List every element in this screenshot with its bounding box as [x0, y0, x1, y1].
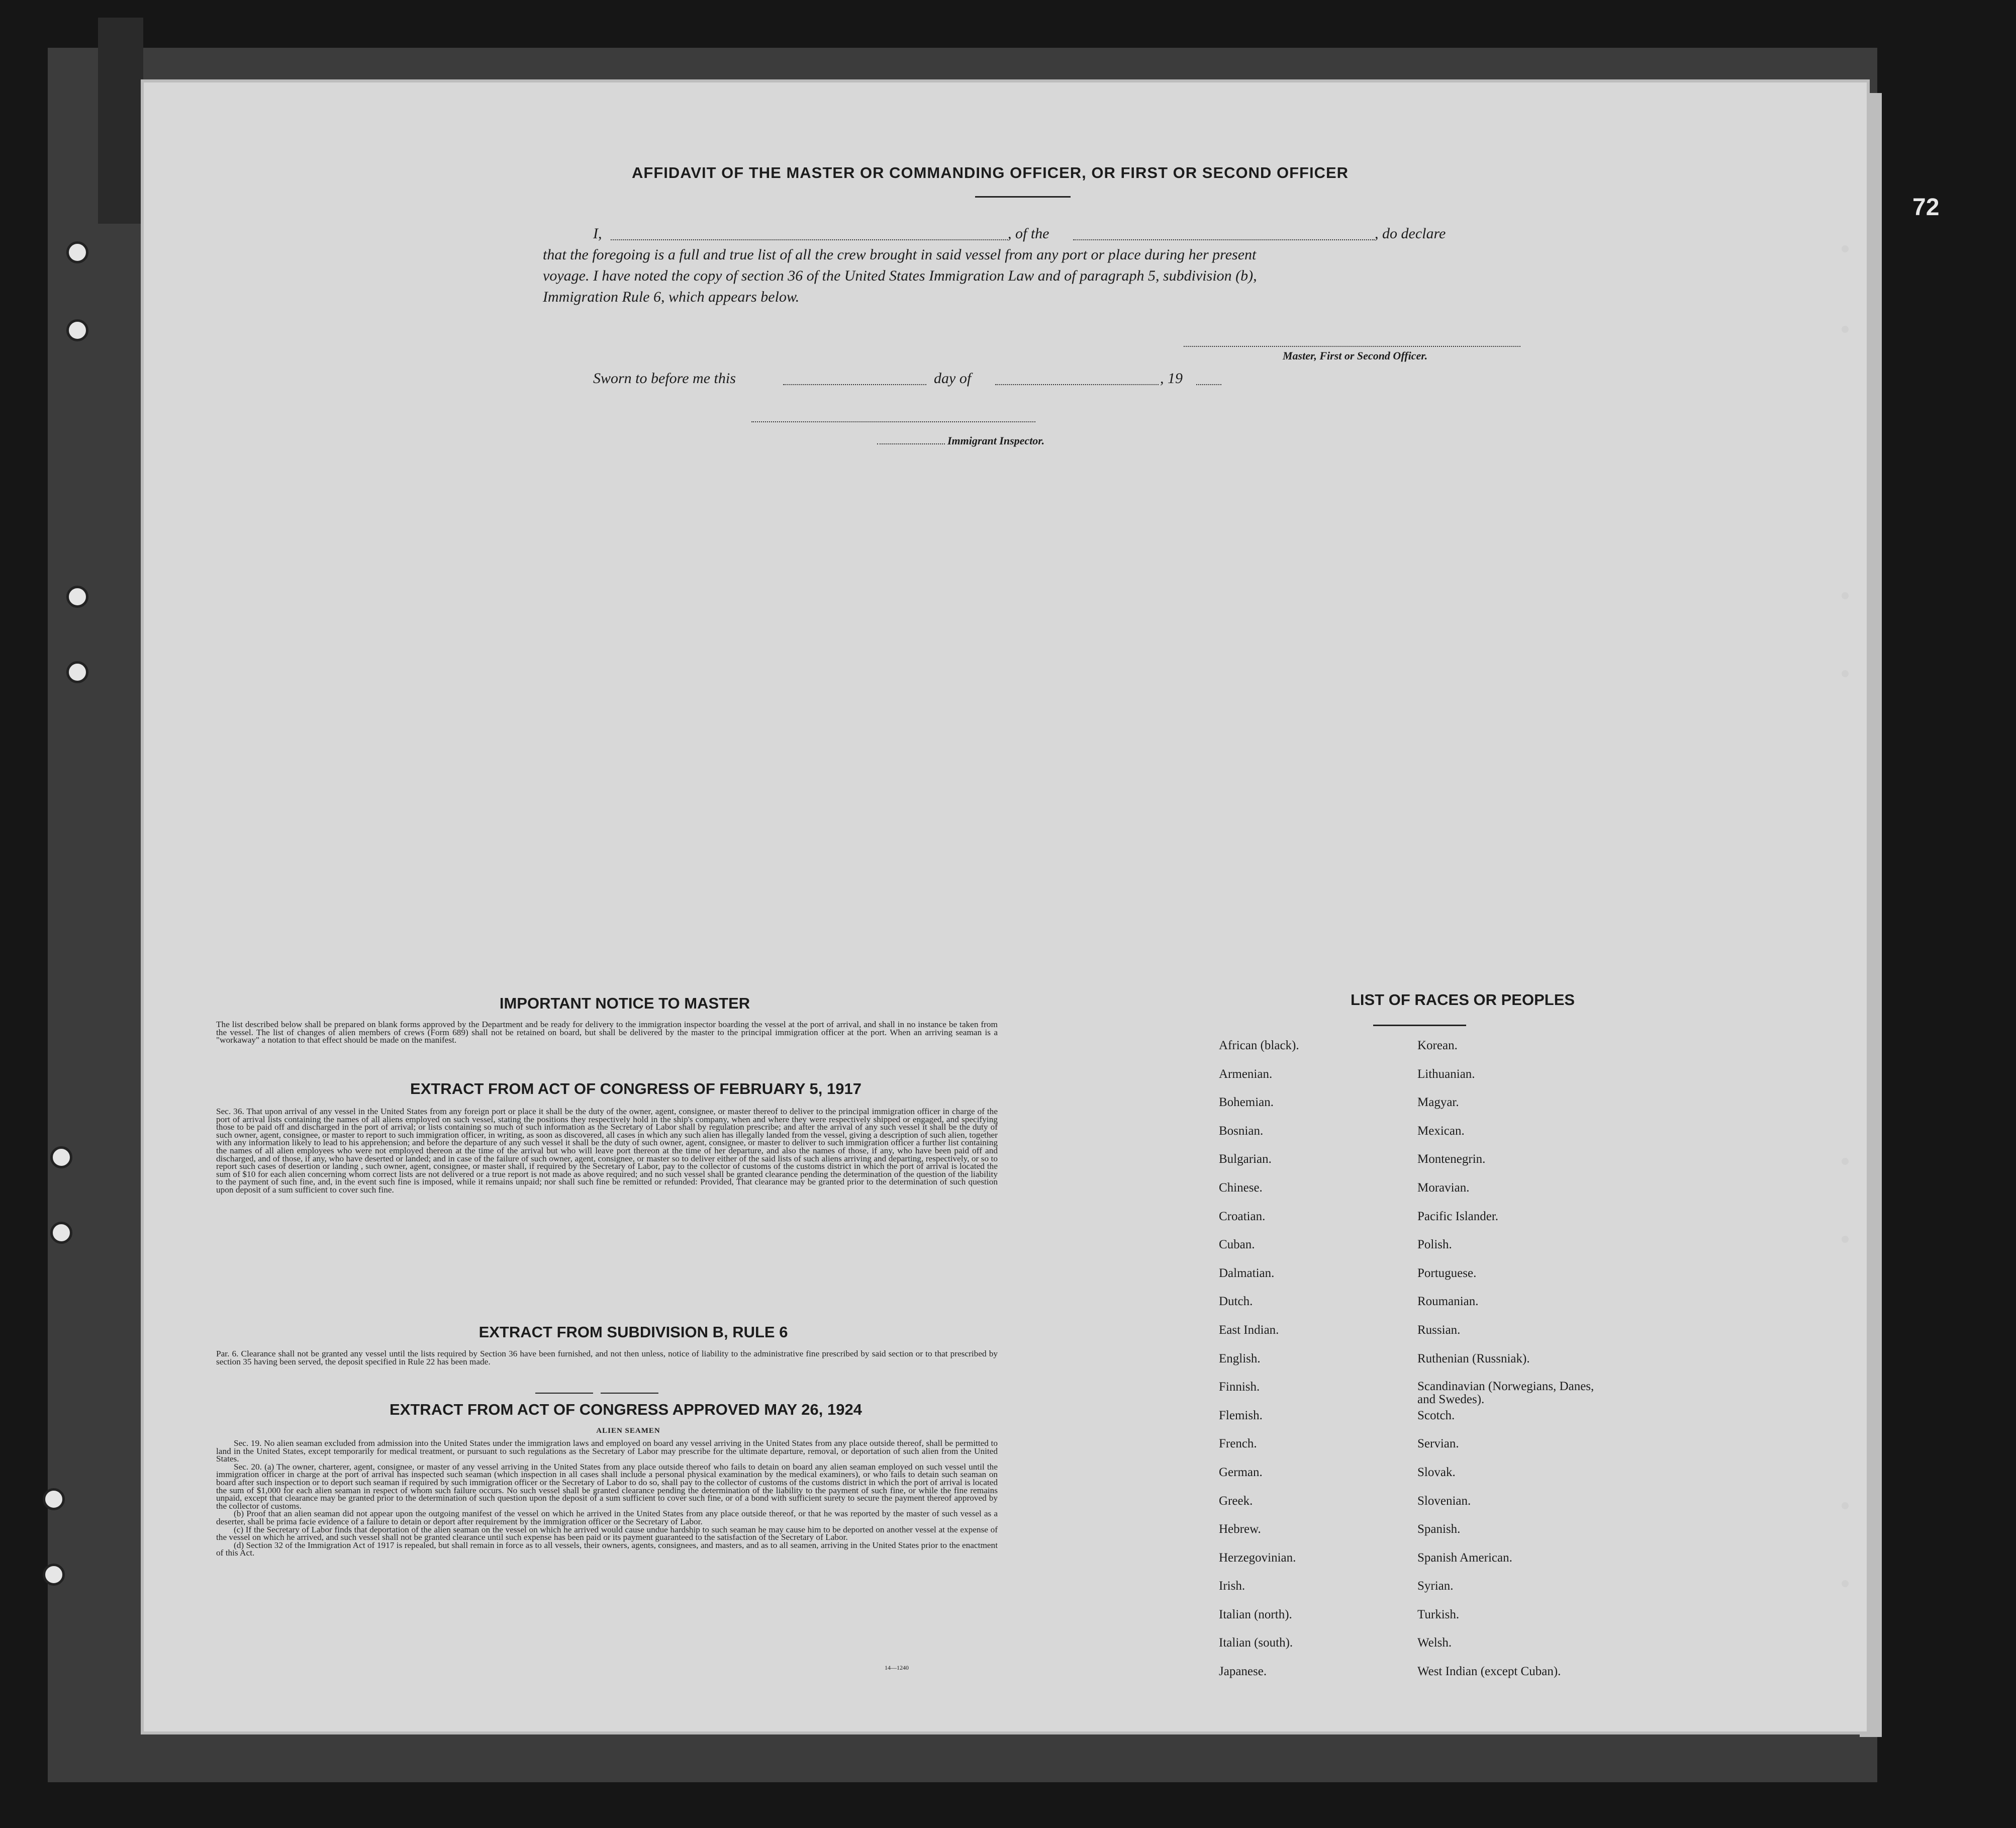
race-item: West Indian (except Cuban).	[1417, 1665, 1561, 1679]
race-item: Lithuanian.	[1417, 1067, 1475, 1081]
binder-hole	[66, 586, 88, 608]
notice-title: IMPORTANT NOTICE TO MASTER	[499, 994, 750, 1012]
race-item: Russian.	[1417, 1323, 1461, 1337]
extract-1924-paragraph: (c) If the Secretary of Labor finds that deportation of the alien seaman on the vessel on which he arrived would cause undue hardship to such seaman he may cause him to be deported on another vessel at the expense of the vessel on which he arrived, and such vessel shall not be granted clearance until such expense has been paid or its payment guaranteed to the satisfaction of the Secretary of Labor.	[216, 1524, 998, 1542]
race-item: Welsh.	[1417, 1636, 1452, 1650]
race-item: Japanese.	[1219, 1665, 1267, 1679]
binder-hole	[66, 319, 88, 341]
race-item: East Indian.	[1219, 1323, 1279, 1337]
race-item: Bulgarian.	[1219, 1152, 1272, 1166]
affidavit-line4: Immigration Rule 6, which appears below.	[543, 289, 800, 305]
affidavit-line2: that the foregoing is a full and true list of all the crew brought in said vessel from any port or place during her present	[543, 246, 1257, 263]
binder-hole	[66, 241, 88, 263]
master-signature-line	[1184, 346, 1520, 347]
binder-hole	[50, 1222, 72, 1244]
races-title: LIST OF RACES OR PEOPLES	[1350, 991, 1575, 1009]
month-blank	[995, 384, 1159, 385]
name-blank	[611, 239, 1008, 240]
race-item: Spanish American.	[1417, 1550, 1512, 1565]
race-item: Hebrew.	[1219, 1522, 1261, 1536]
race-item: Dutch.	[1219, 1295, 1253, 1309]
master-label: Master, First or Second Officer.	[1283, 349, 1428, 362]
extract-1924-paragraph: (b) Proof that an alien seaman did not appear upon the outgoing manifest of the vessel on which he arrived in the United States from any place outside thereof, or that he was reported by the master of such vessel as a deserter, shall be prima facie evidence of a failure to detain or deport after requirement by the immigration officer or the Secretary of Labor.	[216, 1509, 998, 1526]
page-number: 72	[1912, 194, 1940, 221]
extract-1924-title: EXTRACT FROM ACT OF CONGRESS APPROVED MAY 26, 1924	[390, 1401, 862, 1418]
races-title-rule	[1373, 1025, 1466, 1026]
affidavit-do-declare: , do declare	[1375, 225, 1446, 242]
day-of-text: day of	[934, 370, 972, 387]
race-item: Syrian.	[1417, 1579, 1454, 1593]
race-item: Magyar.	[1417, 1095, 1459, 1110]
races-column-2	[1417, 1039, 1608, 1693]
race-item: Spanish.	[1417, 1522, 1461, 1536]
punch-mark	[1842, 1502, 1849, 1509]
form-code: 14—1240	[885, 1664, 909, 1671]
race-item: Bohemian.	[1219, 1095, 1274, 1110]
affidavit-line3: voyage. I have noted the copy of section 36 of the United States Immigration Law and of paragraph 5, subdivision (b),	[543, 267, 1257, 284]
title-rule	[975, 196, 1071, 198]
divider	[535, 1393, 593, 1394]
races-column-1	[1219, 1039, 1299, 1693]
punch-mark	[1842, 245, 1849, 252]
race-item: Korean.	[1417, 1039, 1458, 1052]
race-item: Armenian.	[1219, 1067, 1273, 1081]
punch-mark	[1842, 1236, 1849, 1243]
race-item: Scandinavian (Norwegians, Danes, and Swedes).	[1417, 1380, 1594, 1407]
binder-hole	[66, 661, 88, 683]
extract-1924-body	[216, 1439, 998, 1557]
extract-rule6-title: EXTRACT FROM SUBDIVISION B, RULE 6	[478, 1323, 788, 1341]
year-text: , 19	[1160, 370, 1183, 387]
race-item: Portuguese.	[1417, 1266, 1477, 1280]
race-item: German.	[1219, 1465, 1263, 1479]
form-page	[141, 79, 1870, 1734]
day-blank	[783, 384, 926, 385]
race-item: Roumanian.	[1417, 1295, 1479, 1309]
year-blank	[1196, 384, 1221, 385]
race-item: Servian.	[1417, 1437, 1459, 1451]
punch-mark	[1842, 1158, 1849, 1165]
extract-1924-paragraph: Sec. 19. No alien seaman excluded from admission into the United States under the immigration laws and employed on board any vessel arriving in the United States from any place outside thereof, shall be permitted to land in the United States, except temporarily for medical treatment, or pursuant to such regulations as the Secretary of Labor may prescribe for the ultimate departure, removal, or deportation of such alien from the United States.	[216, 1438, 998, 1464]
race-item: Flemish.	[1219, 1408, 1263, 1422]
race-item: French.	[1219, 1437, 1257, 1451]
race-item: Italian (south).	[1219, 1636, 1293, 1650]
race-item: Turkish.	[1417, 1607, 1460, 1621]
binding-edge	[98, 18, 143, 224]
race-item: Greek.	[1219, 1494, 1253, 1508]
race-item: Polish.	[1417, 1238, 1452, 1252]
race-item: Croatian.	[1219, 1209, 1266, 1223]
race-item: English.	[1219, 1351, 1261, 1365]
race-item: Montenegrin.	[1417, 1152, 1486, 1166]
extract-1924-paragraph: (d) Section 32 of the Immigration Act of 1917 is repealed, but shall remain in force as to all vessels, their owners, agents, consignees, and masters, and as to all seamen, arriving in the United States prior to the enactment of this Act.	[216, 1540, 998, 1558]
race-item: Dalmatian.	[1219, 1266, 1275, 1280]
affidavit-title: AFFIDAVIT OF THE MASTER OR COMMANDING OFFICER, OR FIRST OR SECOND OFFICER	[632, 164, 1349, 181]
notice-text: The list described below shall be prepared on blank forms approved by the Department and be ready for delivery to the immigration inspector boarding the vessel at the port of arrival, and shall in no instance be taken from the vessel. The list of changes of alien members of crews (Form 689) shall not be retained on board, but shall be delivered by the master to the principal immigration officer at the port. When an arriving seaman is a "workaway" a notation to that effect should be made on the manifest.	[216, 1020, 998, 1045]
punch-mark	[1842, 592, 1849, 599]
alien-seamen-subtitle: ALIEN SEAMEN	[596, 1427, 660, 1435]
race-item: Bosnian.	[1219, 1124, 1264, 1138]
race-item: Italian (north).	[1219, 1607, 1292, 1621]
extract-1917-title: EXTRACT FROM ACT OF CONGRESS OF FEBRUARY 5, 1917	[410, 1080, 861, 1098]
race-item: Moravian.	[1417, 1180, 1470, 1195]
race-item: Slovenian.	[1417, 1494, 1471, 1508]
affidavit-of-the: , of the	[1008, 225, 1049, 242]
punch-mark	[1842, 1580, 1849, 1587]
inspector-label: Immigrant Inspector.	[947, 434, 1045, 447]
race-item: Pacific Islander.	[1417, 1209, 1499, 1223]
race-item: Herzegovinian.	[1219, 1550, 1296, 1565]
extract-rule6-text: Par. 6. Clearance shall not be granted any vessel until the lists required by Section 36 have been furnished, and not then unless, notice of liability to the administrative fine prescribed by said section or to that prescribed by section 35 having been served, the deposit specified in Rule 22 has been made.	[216, 1349, 998, 1366]
race-item: Irish.	[1219, 1579, 1245, 1593]
race-item: Chinese.	[1219, 1180, 1263, 1195]
sworn-text: Sworn to before me this	[593, 370, 736, 387]
race-item: Scotch.	[1417, 1408, 1455, 1422]
binder-hole	[43, 1564, 65, 1586]
divider	[601, 1393, 658, 1394]
race-item: Finnish.	[1219, 1380, 1260, 1394]
binder-hole	[50, 1146, 72, 1168]
race-item: African (black).	[1219, 1039, 1299, 1052]
race-item: Ruthenian (Russniak).	[1417, 1351, 1530, 1365]
race-item: Mexican.	[1417, 1124, 1465, 1138]
extract-1917-text: Sec. 36. That upon arrival of any vessel in the United States from any foreign port or place it shall be the duty of the owner, agent, consignee, or master thereof to deliver to the principal immigration officer in charge of the port of arrival lists containing the names of all aliens employed on such vessel, stating the positions they respectively hold in the ship's company, when and where they were respectively shipped or engaged, and specifying those to be paid off and discharged in the port of arrival; or lists containing so much of such information as the Secretary of Labor shall by regulation prescribe; and after the arrival of any such vessel it shall be the duty of such owner, agent, consignee, or master to report to such immigration officer, in writing, as soon as discovered, all cases in which any such alien has illegally landed from the vessel, giving a description of such alien, together with any information likely to lead to his apprehension; and before the departure of any such vessel it shall be the duty of such owner, agent, consignee, or master to deliver to such immigration officer a further list containing the names of all alien employees who were not employed thereon at the time of the arrival but who will leave port thereon at the time of her departure, and also the names of those, if any, who have been paid off and discharged, and of those, if any, who have deserted or landed; and in case of the failure of such owner, agent, consignee, or master so to deliver either of the said lists of such aliens arriving and departing, respectively, or so to report such cases of desertion or landing , such owner, agent, consignee, or master shall, if required by the Secretary of Labor, pay to the collector of customs of the customs district in which the port of arrival is located the sum of $10 for each alien concerning whom correct lists are not delivered or a true report is not made as above required; and no such vessel shall be granted clearance pending the determination of the question of the liability to the payment of such fine, and, in the event such fine is imposed, while it remains unpaid; nor shall such fine be remitted or refunded: Provided, That clearance may be granted prior to the determination of such question upon deposit of a sum sufficient to cover such fine.	[216, 1107, 998, 1195]
vessel-blank	[1073, 239, 1375, 240]
punch-mark	[1842, 326, 1849, 333]
race-item: Slovak.	[1417, 1465, 1456, 1479]
inspector-signature-line	[751, 421, 1035, 422]
punch-mark	[1842, 670, 1849, 677]
binder-hole	[43, 1488, 65, 1510]
inspector-short-line	[877, 443, 945, 444]
race-item: Cuban.	[1219, 1238, 1255, 1252]
affidavit-i: I,	[593, 225, 602, 242]
extract-1924-paragraph: Sec. 20. (a) The owner, charterer, agent, consignee, or master of any vessel arriving in the United States from any place outside thereof who fails to detain on board any alien seaman employed on such vessel until the immigration officer in charge at the port of arrival has inspected such seaman (which inspection in all cases shall include a personal physical examination by the medical examiners), or who fails to detain such seaman on board after such inspection or to deport such seaman if required by such immigration officer or the Secretary of Labor to do so, shall pay to the collector of customs of the customs district in which the port of arrival is located the sum of $1,000 for each alien seaman in respect of whom such failure occurs. No such vessel shall be granted clearance pending the determination of the liability to the payment of such fine, or while the fine remains unpaid, except that clearance may be granted prior to the determination of such question upon the deposit of a sum sufficient to cover such fine, or of a bond with sufficient surety to secure the payment thereof approved by the collector of customs.	[216, 1461, 998, 1511]
